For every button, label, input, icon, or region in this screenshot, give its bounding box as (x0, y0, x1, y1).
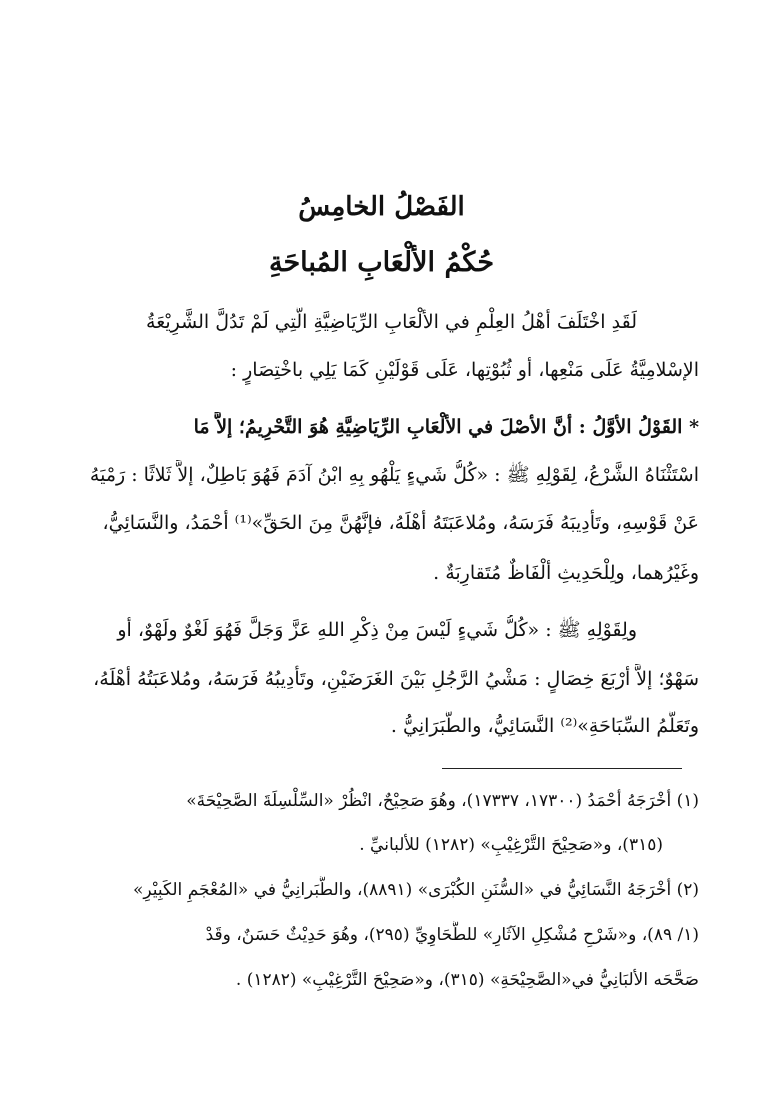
first-opinion-line-3: عَنْ قَوْسِهِ، وتَأدِيبَهُ فَرَسَهُ، ومُلاعَبَتَهُ أهْلَهُ، فإنَّهُنَّ مِنَ الحَقِّ»⁽¹⁾ أحْمَدُ، والنَّسَائِيُّ، (102, 512, 699, 534)
footnote-2-line-2: (١/ ٨٩)، و«شَرْحِ مُشْكِلِ الآثَارِ» للطَّحَاوِيِّ (٢٩٥)، وهُوَ حَدِيْثٌ حَسَنٌ، وقَدْ (205, 925, 699, 945)
chapter-number-heading: الفَصْلُ الخامِسُ (298, 192, 465, 222)
chapter-title-heading: حُكْمُ الألْعَابِ المُباحَةِ (268, 247, 495, 278)
footnote-1-line-1: (١) أخْرَجَهُ أحْمَدُ (١٧٣٠٠، ١٧٣٣٧)، وهُوَ صَحِيْحٌ، انْظُرْ «السِّلْسِلَةَ الصَّحِيْحَةَ» (186, 791, 699, 811)
second-hadith-line-2: سَهْوٌ؛ إلاَّ أرْبَعَ خِصَالٍ : مَشْيُ الرَّجُلِ بَيْنَ الغَرَضَيْنِ، وتَأدِيبُهُ فَرَسَهُ، ومُلاعَبَتُهُ أهْلَهُ، (93, 668, 699, 690)
footnote-2-line-1: (٢) أخْرَجَهُ النَّسَائِيُّ في «السُّنَنِ الكُبْرَى» (٨٨٩١)، والطَّبَرانِيُّ في «المُعْجَمِ الكَبِيْرِ» (132, 880, 699, 900)
first-opinion-line-2: اسْتَثْنَاهُ الشَّرْعُ، لِقَوْلِهِ ﷺ : «كُلُّ شَيءٍ يَلْهُو بِهِ ابْنُ آدَمَ فَهُوَ بَاطِلٌ، إلاَّ ثَلاثًا : رَمْيَهُ (89, 464, 699, 486)
second-hadith-line-1: ولِقَوْلِهِ ﷺ : «كُلُّ شَيءٍ لَيْسَ مِنْ ذِكْرِ اللهِ عَزَّ وَجَلَّ فَهُوَ لَغْوٌ ولَهْوٌ، أو (117, 619, 637, 641)
footnote-separator (442, 768, 682, 769)
first-opinion-line-4: وغَيْرُهما، ولِلْحَدِيثِ ألْفَاظٌ مُتَقارِبَةٌ . (433, 562, 699, 584)
footnote-2-line-3: صَحَّحَه الألبَانِيُّ في«الصَّحِيْحَةِ» (٣١٥)، و«صَحِيْحَ التَّرْغِيْبِ» (١٢٨٢) . (235, 970, 699, 990)
intro-line-2: الإسْلامِيَّةُ عَلَى مَنْعِها، أو ثُبُوْتِها، عَلَى قَوْلَيْنِ كَمَا يَلِي باخْتِصَارٍ : (230, 359, 699, 381)
footnote-1-line-2: (٣١٥)، و«صَحِيْحَ التَّرْغِيْبِ» (١٢٨٢) للألبانيِّ . (359, 835, 663, 855)
first-opinion-line-1: * القَوْلُ الأوَّلُ : أنَّ الأصْلَ في الألْعَابِ الرِّيَاضِيَّةِ هُوَ التَّحْرِيمُ؛ إلاَّ مَا (193, 416, 699, 438)
second-hadith-line-3: وتَعَلُّمُ السِّبَاحَةِ»⁽²⁾ النَّسَائِيُّ، والطَّبَرَانِيُّ . (390, 715, 699, 737)
intro-line-1: لَقَدِ اخْتَلَفَ أهْلُ العِلْمِ في الألْعَابِ الرِّيَاضِيَّةِ الَّتِي لَمْ تَدُلَّ الشَّرِيْعَةُ (146, 311, 637, 333)
